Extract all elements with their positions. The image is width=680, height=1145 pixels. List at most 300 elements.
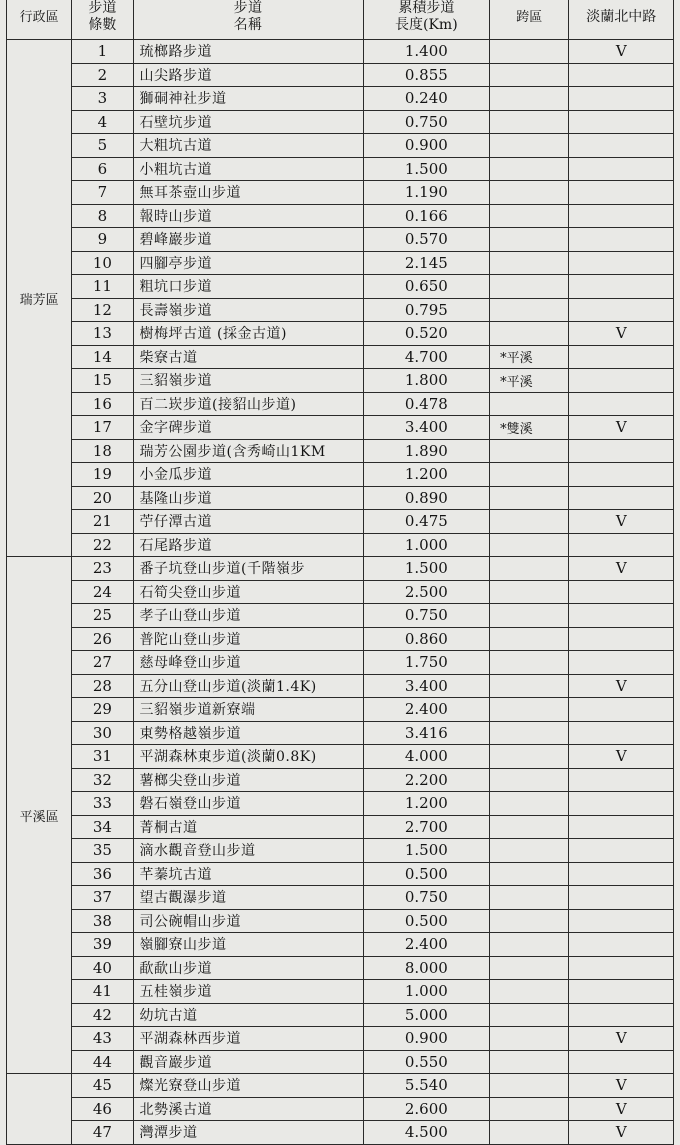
table-body	[7, 40, 674, 1145]
trail-number: 22	[72, 533, 133, 557]
header-cross: 跨區	[490, 0, 569, 40]
header-name-line1: 步道	[233, 0, 263, 16]
trail-cross-district	[490, 392, 569, 416]
trail-danlan-mark	[569, 345, 674, 369]
table-row	[7, 580, 674, 604]
trail-danlan-mark	[569, 251, 674, 275]
trail-name: 長壽嶺步道	[133, 298, 363, 322]
trail-name: 滴水觀音登山步道	[133, 839, 363, 863]
header-name	[133, 0, 363, 40]
trail-length: 2.400	[363, 933, 490, 957]
trail-length: 0.475	[363, 510, 490, 534]
trail-cross-district	[490, 886, 569, 910]
table-row	[7, 698, 674, 722]
trail-name: 報時山步道	[133, 204, 363, 228]
trail-danlan-mark: V	[569, 510, 674, 534]
trail-number: 28	[72, 674, 133, 698]
trail-danlan-mark	[569, 604, 674, 628]
trail-danlan-mark: V	[569, 674, 674, 698]
header-row	[7, 0, 674, 40]
trail-cross-district	[490, 87, 569, 111]
trail-danlan-mark: V	[569, 1074, 674, 1098]
header-length-line1: 累積步道	[398, 0, 455, 16]
table-row	[7, 134, 674, 158]
table-row	[7, 557, 674, 581]
trail-cross-district	[490, 1097, 569, 1121]
trail-cross-district	[490, 1050, 569, 1074]
trail-number: 30	[72, 721, 133, 745]
trail-name: 北勢溪古道	[133, 1097, 363, 1121]
trail-name: 五分山登山步道(淡蘭1.4K)	[133, 674, 363, 698]
trail-number: 36	[72, 862, 133, 886]
header-length-line2: 長度(Km)	[395, 17, 458, 33]
trail-danlan-mark	[569, 110, 674, 134]
trail-name: 苧仔潭古道	[133, 510, 363, 534]
table-row	[7, 815, 674, 839]
table-row	[7, 392, 674, 416]
trail-cross-district	[490, 40, 569, 64]
trail-number: 17	[72, 416, 133, 440]
table-row	[7, 768, 674, 792]
header-number	[72, 0, 133, 40]
trail-name: 碧峰巖步道	[133, 228, 363, 252]
trail-length: 0.570	[363, 228, 490, 252]
trail-cross-district	[490, 1074, 569, 1098]
trail-name: 灣潭步道	[133, 1121, 363, 1145]
trail-name: 獅硐神社步道	[133, 87, 363, 111]
trail-danlan-mark	[569, 839, 674, 863]
trail-number: 26	[72, 627, 133, 651]
trail-number: 12	[72, 298, 133, 322]
trail-cross-district	[490, 745, 569, 769]
trail-name: 五桂嶺步道	[133, 980, 363, 1004]
trail-length: 0.478	[363, 392, 490, 416]
trail-danlan-mark: V	[569, 557, 674, 581]
trail-name: 小金瓜步道	[133, 463, 363, 487]
trail-length: 0.860	[363, 627, 490, 651]
trail-length: 2.700	[363, 815, 490, 839]
trail-cross-district	[490, 627, 569, 651]
trail-cross-district	[490, 486, 569, 510]
trail-name: 慈母峰登山步道	[133, 651, 363, 675]
table-row	[7, 745, 674, 769]
trail-name: 石尾路步道	[133, 533, 363, 557]
trail-danlan-mark	[569, 134, 674, 158]
trail-name: 望古觀瀑步道	[133, 886, 363, 910]
trail-danlan-mark	[569, 698, 674, 722]
trail-number: 33	[72, 792, 133, 816]
table-row	[7, 87, 674, 111]
trail-cross-district	[490, 110, 569, 134]
table-row	[7, 345, 674, 369]
table-row	[7, 181, 674, 205]
trail-cross-district	[490, 651, 569, 675]
trail-length: 2.600	[363, 1097, 490, 1121]
trail-length: 0.890	[363, 486, 490, 510]
table-row	[7, 416, 674, 440]
trail-length: 1.500	[363, 157, 490, 181]
table-row	[7, 674, 674, 698]
trail-name: 歃歃山步道	[133, 956, 363, 980]
table-row	[7, 1074, 674, 1098]
trail-cross-district	[490, 933, 569, 957]
trail-length: 4.500	[363, 1121, 490, 1145]
table-row	[7, 1027, 674, 1051]
table-row	[7, 1121, 674, 1145]
trail-length: 1.190	[363, 181, 490, 205]
trail-danlan-mark	[569, 439, 674, 463]
trail-length: 0.550	[363, 1050, 490, 1074]
table-row	[7, 157, 674, 181]
trail-length: 0.750	[363, 886, 490, 910]
trail-danlan-mark	[569, 980, 674, 1004]
trail-number: 35	[72, 839, 133, 863]
trail-cross-district	[490, 228, 569, 252]
trail-name: 柴寮古道	[133, 345, 363, 369]
trail-danlan-mark: V	[569, 416, 674, 440]
trail-number: 27	[72, 651, 133, 675]
trail-cross-district	[490, 204, 569, 228]
trail-danlan-mark	[569, 909, 674, 933]
table-row	[7, 369, 674, 393]
trail-danlan-mark	[569, 721, 674, 745]
trail-length: 0.900	[363, 1027, 490, 1051]
trail-number: 41	[72, 980, 133, 1004]
trail-name: 琉榔路步道	[133, 40, 363, 64]
trail-length: 0.750	[363, 110, 490, 134]
trail-danlan-mark	[569, 63, 674, 87]
trail-number: 45	[72, 1074, 133, 1098]
trail-cross-district	[490, 980, 569, 1004]
table-row	[7, 909, 674, 933]
trail-length: 2.200	[363, 768, 490, 792]
trail-cross-district	[490, 181, 569, 205]
trail-name: 東勢格越嶺步道	[133, 721, 363, 745]
table-row	[7, 980, 674, 1004]
trail-danlan-mark	[569, 157, 674, 181]
trail-number: 13	[72, 322, 133, 346]
trail-cross-district	[490, 157, 569, 181]
trail-name: 基隆山步道	[133, 486, 363, 510]
trail-length: 0.500	[363, 862, 490, 886]
trail-length: 0.240	[363, 87, 490, 111]
trail-danlan-mark	[569, 392, 674, 416]
trail-number: 9	[72, 228, 133, 252]
table-row	[7, 792, 674, 816]
trail-danlan-mark: V	[569, 40, 674, 64]
trail-cross-district	[490, 721, 569, 745]
trail-length: 1.000	[363, 533, 490, 557]
trail-danlan-mark: V	[569, 1027, 674, 1051]
trail-number: 8	[72, 204, 133, 228]
header-name-line2: 名稱	[233, 17, 263, 33]
trail-number: 23	[72, 557, 133, 581]
trail-number: 24	[72, 580, 133, 604]
trail-number: 1	[72, 40, 133, 64]
trail-danlan-mark	[569, 228, 674, 252]
trail-name: 嶺腳寮山步道	[133, 933, 363, 957]
trail-danlan-mark: V	[569, 322, 674, 346]
trail-cross-district	[490, 1003, 569, 1027]
trail-number: 29	[72, 698, 133, 722]
trail-cross-district	[490, 792, 569, 816]
trail-name: 芊蓁坑古道	[133, 862, 363, 886]
trail-number: 3	[72, 87, 133, 111]
trail-name: 粗坑口步道	[133, 275, 363, 299]
trail-cross-district	[490, 909, 569, 933]
trail-name: 菁桐古道	[133, 815, 363, 839]
header-length	[363, 0, 490, 40]
trail-danlan-mark	[569, 627, 674, 651]
table-row	[7, 1097, 674, 1121]
trail-cross-district	[490, 557, 569, 581]
trail-name: 大粗坑古道	[133, 134, 363, 158]
trail-length: 0.900	[363, 134, 490, 158]
trail-cross-district	[490, 815, 569, 839]
trail-number: 39	[72, 933, 133, 957]
trail-number: 44	[72, 1050, 133, 1074]
trail-number: 19	[72, 463, 133, 487]
trail-number: 6	[72, 157, 133, 181]
trail-name: 無耳茶壺山步道	[133, 181, 363, 205]
trail-danlan-mark	[569, 886, 674, 910]
trail-number: 25	[72, 604, 133, 628]
trail-length: 1.750	[363, 651, 490, 675]
trail-cross-district	[490, 698, 569, 722]
trail-length: 2.145	[363, 251, 490, 275]
trail-number: 15	[72, 369, 133, 393]
trail-name: 燦光寮登山步道	[133, 1074, 363, 1098]
header-number-line1: 步道	[88, 0, 117, 16]
district-label: 平溪區	[19, 809, 59, 825]
table-row	[7, 651, 674, 675]
trail-cross-district	[490, 674, 569, 698]
trail-number: 18	[72, 439, 133, 463]
table-row	[7, 228, 674, 252]
trail-length: 3.416	[363, 721, 490, 745]
table-row	[7, 204, 674, 228]
trail-name: 觀音巖步道	[133, 1050, 363, 1074]
trail-number: 46	[72, 1097, 133, 1121]
trail-danlan-mark	[569, 87, 674, 111]
table-row	[7, 439, 674, 463]
trail-number: 38	[72, 909, 133, 933]
trail-length: 1.400	[363, 40, 490, 64]
trail-name: 平湖森林東步道(淡蘭0.8K)	[133, 745, 363, 769]
trail-danlan-mark	[569, 463, 674, 487]
trail-length: 4.700	[363, 345, 490, 369]
trail-number: 31	[72, 745, 133, 769]
trail-number: 21	[72, 510, 133, 534]
trail-cross-district: *平溪	[490, 369, 569, 393]
trail-length: 2.400	[363, 698, 490, 722]
trail-cross-district	[490, 1027, 569, 1051]
trail-cross-district	[490, 862, 569, 886]
trail-name: 番子坑登山步道(千階嶺步	[133, 557, 363, 581]
table-row	[7, 1050, 674, 1074]
trail-name: 山尖路步道	[133, 63, 363, 87]
trail-danlan-mark	[569, 1050, 674, 1074]
trail-length: 1.800	[363, 369, 490, 393]
trail-danlan-mark	[569, 956, 674, 980]
trail-number: 42	[72, 1003, 133, 1027]
trail-danlan-mark	[569, 486, 674, 510]
trail-cross-district	[490, 439, 569, 463]
trail-length: 1.500	[363, 839, 490, 863]
trail-cross-district	[490, 839, 569, 863]
trail-number: 16	[72, 392, 133, 416]
table-row	[7, 839, 674, 863]
trail-danlan-mark	[569, 651, 674, 675]
trail-danlan-mark	[569, 181, 674, 205]
trail-cross-district	[490, 298, 569, 322]
trail-length: 1.890	[363, 439, 490, 463]
table-row	[7, 110, 674, 134]
trail-cross-district	[490, 956, 569, 980]
table-row	[7, 486, 674, 510]
trail-name: 三貂嶺步道	[133, 369, 363, 393]
trail-number: 43	[72, 1027, 133, 1051]
table-row	[7, 322, 674, 346]
trail-name: 石筍尖登山步道	[133, 580, 363, 604]
table-row	[7, 886, 674, 910]
trail-length: 0.520	[363, 322, 490, 346]
trail-length: 5.000	[363, 1003, 490, 1027]
trail-length: 1.200	[363, 792, 490, 816]
trail-number: 32	[72, 768, 133, 792]
table-row	[7, 604, 674, 628]
trail-number: 5	[72, 134, 133, 158]
table-row	[7, 721, 674, 745]
table-row	[7, 956, 674, 980]
trail-length: 1.200	[363, 463, 490, 487]
district-cell	[7, 1074, 72, 1145]
trail-name: 普陀山登山步道	[133, 627, 363, 651]
trail-danlan-mark	[569, 792, 674, 816]
table-row	[7, 298, 674, 322]
trail-name: 孝子山登山步道	[133, 604, 363, 628]
trail-length: 0.795	[363, 298, 490, 322]
trail-cross-district	[490, 63, 569, 87]
district-cell	[7, 40, 72, 557]
trail-danlan-mark	[569, 298, 674, 322]
table-row	[7, 510, 674, 534]
trail-danlan-mark	[569, 815, 674, 839]
trail-cross-district	[490, 275, 569, 299]
table-row	[7, 40, 674, 64]
district-cell	[7, 557, 72, 1074]
trail-number: 40	[72, 956, 133, 980]
trail-name: 司公碗帽山步道	[133, 909, 363, 933]
trail-number: 37	[72, 886, 133, 910]
trail-length: 1.500	[363, 557, 490, 581]
trail-number: 34	[72, 815, 133, 839]
trail-name: 四腳亭步道	[133, 251, 363, 275]
table-row	[7, 63, 674, 87]
trail-length: 1.000	[363, 980, 490, 1004]
table-row	[7, 627, 674, 651]
trail-name: 百二崁步道(接貂山步道)	[133, 392, 363, 416]
table-row	[7, 463, 674, 487]
trail-danlan-mark	[569, 862, 674, 886]
trail-name: 石壁坑步道	[133, 110, 363, 134]
table-row	[7, 251, 674, 275]
table-row	[7, 933, 674, 957]
trail-length: 3.400	[363, 416, 490, 440]
trail-number: 2	[72, 63, 133, 87]
trail-number: 20	[72, 486, 133, 510]
trail-danlan-mark: V	[569, 745, 674, 769]
trail-danlan-mark: V	[569, 1121, 674, 1145]
header-danlan: 淡蘭北中路	[569, 0, 674, 40]
trail-length: 0.500	[363, 909, 490, 933]
trail-length: 5.540	[363, 1074, 490, 1098]
trail-number: 4	[72, 110, 133, 134]
trail-name: 樹梅坪古道 (採金古道)	[133, 322, 363, 346]
table-row	[7, 1003, 674, 1027]
table-row	[7, 275, 674, 299]
trail-danlan-mark	[569, 369, 674, 393]
trail-length: 4.000	[363, 745, 490, 769]
trail-danlan-mark	[569, 933, 674, 957]
header-district: 行政區	[7, 0, 72, 40]
trail-danlan-mark: V	[569, 1097, 674, 1121]
trail-danlan-mark	[569, 768, 674, 792]
trail-cross-district	[490, 1121, 569, 1145]
trail-danlan-mark	[569, 204, 674, 228]
trail-table	[6, 0, 674, 1145]
district-label: 瑞芳區	[19, 292, 59, 308]
trail-danlan-mark	[569, 580, 674, 604]
trail-length: 0.750	[363, 604, 490, 628]
trail-cross-district	[490, 533, 569, 557]
table-row	[7, 862, 674, 886]
trail-cross-district	[490, 580, 569, 604]
trail-number: 11	[72, 275, 133, 299]
trail-length: 0.166	[363, 204, 490, 228]
trail-name: 薯榔尖登山步道	[133, 768, 363, 792]
trail-length: 2.500	[363, 580, 490, 604]
trail-cross-district: *平溪	[490, 345, 569, 369]
trail-danlan-mark	[569, 1003, 674, 1027]
trail-length: 0.855	[363, 63, 490, 87]
trail-cross-district	[490, 510, 569, 534]
header-number-line2: 條數	[88, 17, 117, 33]
trail-name: 磐石嶺登山步道	[133, 792, 363, 816]
trail-name: 幼坑古道	[133, 1003, 363, 1027]
trail-cross-district	[490, 463, 569, 487]
trail-name: 平湖森林西步道	[133, 1027, 363, 1051]
trail-danlan-mark	[569, 533, 674, 557]
trail-cross-district: *雙溪	[490, 416, 569, 440]
trail-cross-district	[490, 134, 569, 158]
trail-number: 14	[72, 345, 133, 369]
trail-name: 金字碑步道	[133, 416, 363, 440]
trail-number: 47	[72, 1121, 133, 1145]
trail-number: 10	[72, 251, 133, 275]
trail-length: 8.000	[363, 956, 490, 980]
trail-cross-district	[490, 251, 569, 275]
trail-number: 7	[72, 181, 133, 205]
trail-cross-district	[490, 604, 569, 628]
trail-name: 瑞芳公園步道(含秀崎山1KM	[133, 439, 363, 463]
trail-length: 3.400	[363, 674, 490, 698]
trail-length: 0.650	[363, 275, 490, 299]
trail-name: 三貂嶺步道新寮端	[133, 698, 363, 722]
table-row	[7, 533, 674, 557]
trail-danlan-mark	[569, 275, 674, 299]
trail-cross-district	[490, 768, 569, 792]
